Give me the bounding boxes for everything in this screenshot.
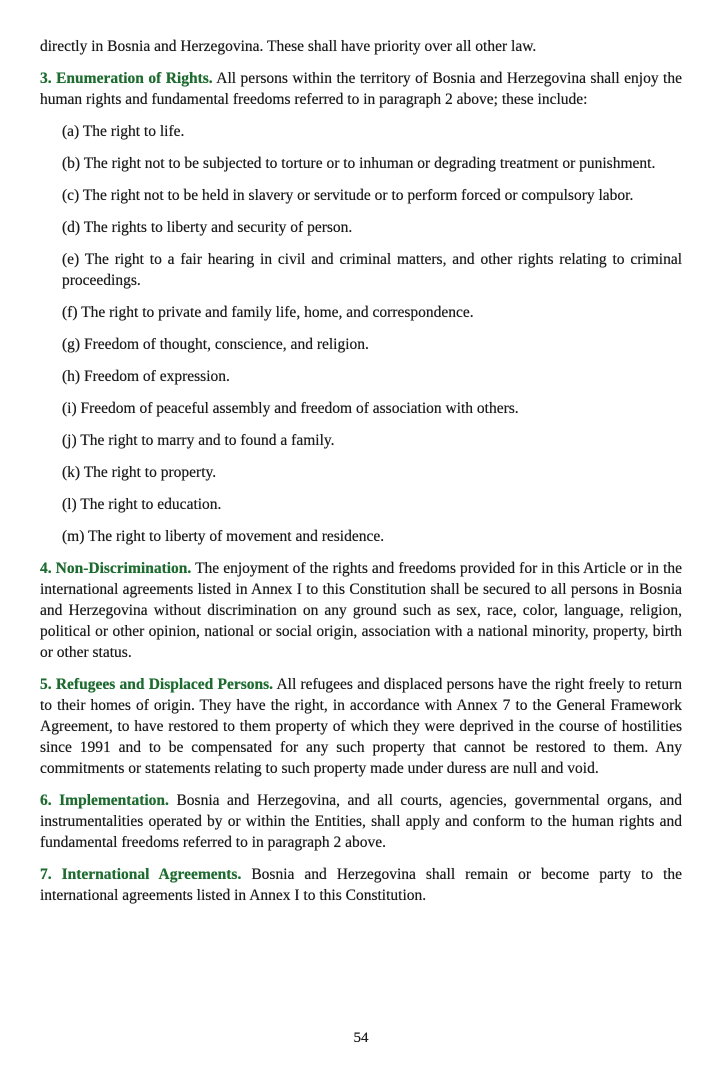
- list-item: [62, 334, 682, 355]
- item-label: (f): [62, 304, 78, 321]
- section-implementation: [40, 790, 682, 853]
- item-text: The right to a fair hearing in civil and criminal matters, and other rights relating to criminal proceedings.: [62, 251, 683, 289]
- item-label: (g): [62, 336, 81, 353]
- item-label: (c): [62, 187, 80, 204]
- section-enumeration-of-rights: [40, 68, 682, 110]
- list-item: [62, 398, 682, 419]
- item-label: (e): [62, 251, 80, 268]
- list-item: [62, 526, 682, 547]
- section-body: Bosnia and Herzegovina, and all courts, agencies, governmental organs, and instrumentalities operated by or within the Entities, shall apply and conform to the human rights and fundamental freedoms referred to in paragraph 2 above.: [40, 792, 683, 851]
- intro-paragraph: [40, 36, 682, 57]
- item-label: (l): [62, 496, 77, 513]
- section-international-agreements: [40, 864, 682, 906]
- item-label: (m): [62, 528, 85, 545]
- list-item: [62, 121, 682, 142]
- list-item: [62, 430, 682, 451]
- item-text: The right not to be subjected to torture or to inhuman or degrading treatment or punishment.: [83, 155, 656, 172]
- item-label: (k): [62, 464, 81, 481]
- item-text: The right to life.: [82, 123, 185, 140]
- list-item: [62, 302, 682, 323]
- list-item: [62, 494, 682, 515]
- item-label: (j): [62, 432, 77, 449]
- list-item: [62, 249, 682, 291]
- item-label: (b): [62, 155, 81, 172]
- page-number: 54: [353, 1030, 369, 1046]
- intro-text: directly in Bosnia and Herzegovina. These shall have priority over all other law.: [40, 38, 537, 55]
- item-label: (i): [62, 400, 77, 417]
- rights-list: [62, 121, 682, 547]
- item-text: Freedom of thought, conscience, and religion.: [83, 336, 369, 353]
- list-item: [62, 462, 682, 483]
- section-body: All persons within the territory of Bosnia and Herzegovina shall enjoy the human rights and fundamental freedoms referred to in paragraph 2 above; these include:: [40, 70, 682, 108]
- item-text: The right to liberty of movement and residence.: [88, 528, 385, 545]
- item-label: (d): [62, 219, 81, 236]
- item-text: The right to private and family life, home, and correspondence.: [81, 304, 474, 321]
- item-text: Freedom of peaceful assembly and freedom of association with others.: [80, 400, 519, 417]
- list-item: [62, 217, 682, 238]
- section-heading: 4. Non-Discrimination.: [40, 560, 192, 577]
- section-heading: 7. International Agreements.: [40, 866, 242, 883]
- section-heading: 6. Implementation.: [40, 792, 169, 809]
- section-body: Bosnia and Herzegovina shall remain or become party to the international agreements listed in Annex I to this Constitution.: [40, 866, 683, 904]
- item-text: The right to education.: [80, 496, 222, 513]
- item-text: The rights to liberty and security of person.: [83, 219, 353, 236]
- list-item: [62, 153, 682, 174]
- section-refugees-displaced-persons: [40, 674, 682, 779]
- section-body: All refugees and displaced persons have the right freely to return to their homes of origin. They have the right, in accordance with Annex 7 to the General Framework Agreement, to have restored to them property of which they were deprived in the course of hostilities since 1991 and to be compensated for any such property that cannot be restored to them. Any commitments or statements relating to such property made under duress are null and void.: [40, 676, 682, 777]
- section-non-discrimination: [40, 558, 682, 663]
- item-text: The right to property.: [83, 464, 217, 481]
- item-text: The right to marry and to found a family.: [80, 432, 335, 449]
- section-heading: 3. Enumeration of Rights.: [40, 70, 213, 87]
- item-text: Freedom of expression.: [83, 368, 230, 385]
- section-heading: 5. Refugees and Displaced Persons.: [40, 676, 274, 693]
- list-item: [62, 185, 682, 206]
- section-body: The enjoyment of the rights and freedoms provided for in this Article or in the international agreements listed in Annex I to this Constitution shall be secured to all persons in Bosnia and Herzegovina without discrimination on any ground such as sex, race, color, language, religion, political or other opinion, national or social origin, association with a national minority, property, birth or other status.: [40, 560, 683, 661]
- item-label: (a): [62, 123, 80, 140]
- item-text: The right not to be held in slavery or servitude or to perform forced or compulsory labor.: [82, 187, 634, 204]
- item-label: (h): [62, 368, 81, 385]
- list-item: [62, 366, 682, 387]
